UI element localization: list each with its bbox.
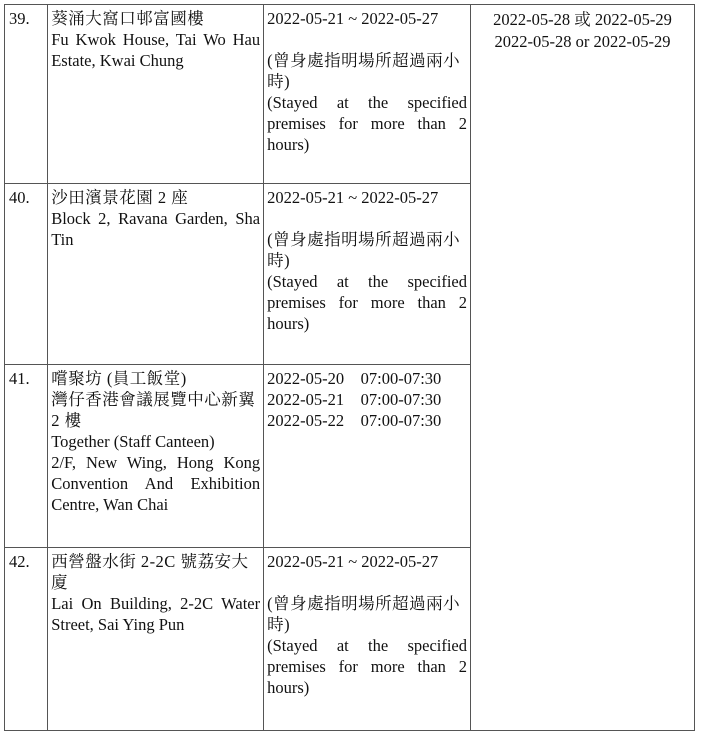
premises-name-zh: 沙田濱景花園 2 座: [51, 188, 189, 207]
premises-cell: [48, 365, 264, 548]
period-cell: [264, 548, 471, 731]
premises-address-zh: 灣仔香港會議展覽中心新翼 2 樓: [51, 390, 256, 430]
time-slot: 2022-05-21 07:00-07:30: [267, 390, 442, 409]
test-dates-cell: [471, 5, 695, 731]
premises-name-en: Fu Kwok House, Tai Wo Hau Estate, Kwai Chung: [51, 30, 261, 70]
time-slot: 2022-05-22 07:00-07:30: [267, 411, 442, 430]
test-dates-en: 2022-05-28 or 2022-05-29: [494, 32, 671, 51]
premises-name-en: Lai On Building, 2-2C Water Street, Sai Ying Pun: [51, 594, 261, 634]
row-number: 41.: [5, 365, 48, 548]
stay-note-zh: (曾身處指明場所超過兩小時): [267, 230, 461, 270]
premises-name-zh: 嚐聚坊 (員工飯堂): [51, 369, 187, 388]
premises-cell: [48, 184, 264, 365]
stay-note-zh: (曾身處指明場所超過兩小時): [267, 51, 461, 91]
premises-name-en: Block 2, Ravana Garden, Sha Tin: [51, 209, 261, 249]
row-number: 39.: [5, 5, 48, 184]
premises-cell: [48, 548, 264, 731]
premises-table: [4, 4, 695, 731]
period-cell: [264, 184, 471, 365]
premises-address-en: 2/F, New Wing, Hong Kong Convention And Exhibition Centre, Wan Chai: [51, 453, 261, 514]
premises-name-en: Together (Staff Canteen): [51, 432, 215, 451]
stay-note-en: (Stayed at the specified premises for more than 2 hours): [267, 93, 468, 154]
premises-name-zh: 西營盤水街 2-2C 號荔安大廈: [51, 552, 249, 592]
stay-note-zh: (曾身處指明場所超過兩小時): [267, 594, 461, 634]
row-number: 42.: [5, 548, 48, 731]
period-cell: [264, 365, 471, 548]
date-range: 2022-05-21 ~ 2022-05-27: [267, 552, 439, 571]
stay-note-en: (Stayed at the specified premises for more than 2 hours): [267, 636, 468, 697]
premises-name-zh: 葵涌大窩口邨富國樓: [51, 9, 205, 28]
stay-note-en: (Stayed at the specified premises for more than 2 hours): [267, 272, 468, 333]
date-range: 2022-05-21 ~ 2022-05-27: [267, 188, 439, 207]
date-range: 2022-05-21 ~ 2022-05-27: [267, 9, 439, 28]
test-dates-zh: 2022-05-28 或 2022-05-29: [493, 10, 672, 29]
premises-cell: [48, 5, 264, 184]
period-cell: [264, 5, 471, 184]
time-slot: 2022-05-20 07:00-07:30: [267, 369, 442, 388]
row-number: 40.: [5, 184, 48, 365]
table-row: [5, 5, 695, 184]
